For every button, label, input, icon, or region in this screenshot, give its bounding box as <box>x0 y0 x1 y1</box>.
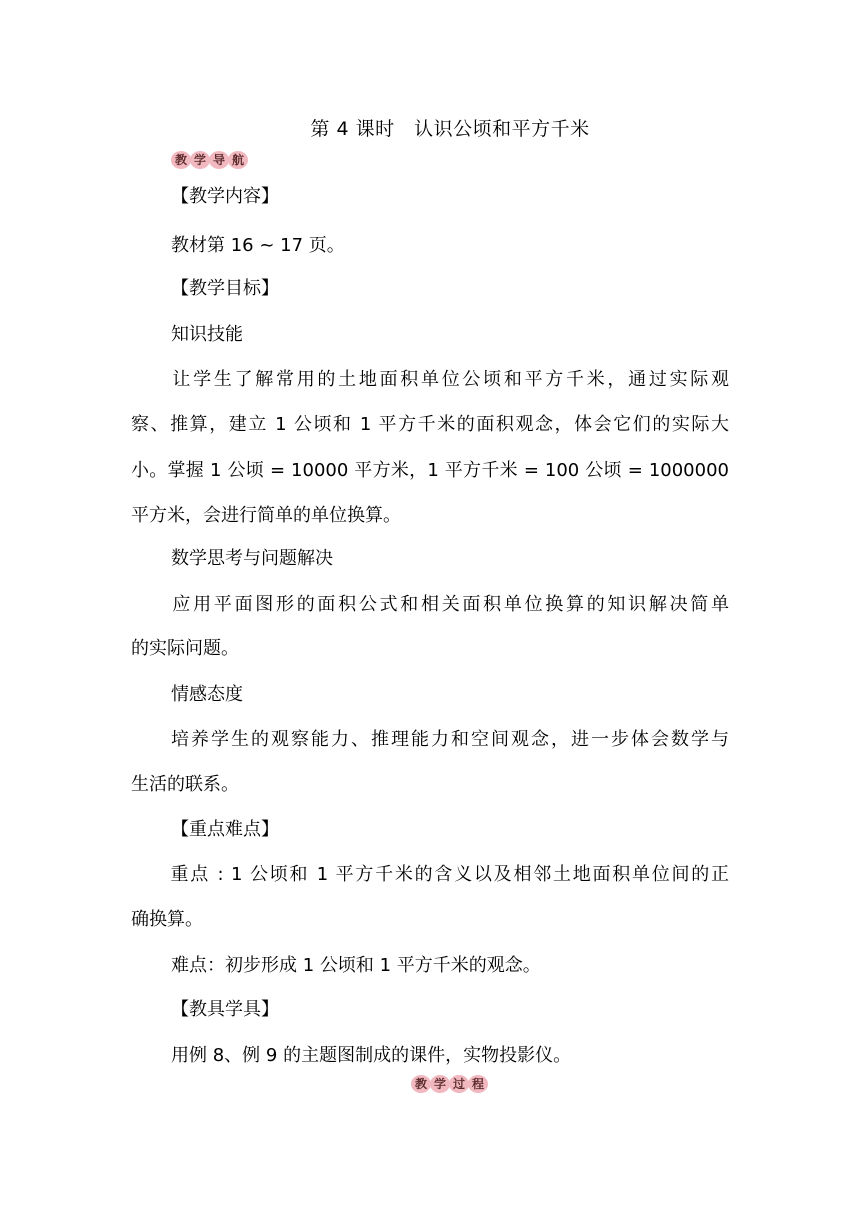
badge-char: 教 <box>171 151 191 169</box>
difficult-point-text: 难点：初步形成 1 公顷和 1 平方千米的观念。 <box>171 955 541 976</box>
paragraph-line: 让学生了解常用的土地面积单位公顷和平方千米，通过实际观 <box>131 369 729 390</box>
paragraph-line: 察、推算，建立 1 公顷和 1 平方千米的面积观念，体会它们的实际大 <box>131 414 729 435</box>
badge-char: 航 <box>228 151 248 169</box>
heading-key-difficult-points: 【重点难点】 <box>171 819 279 840</box>
heading-teaching-goals: 【教学目标】 <box>171 278 279 299</box>
badge-char: 教 <box>411 1075 431 1093</box>
paragraph-line: 生活的联系。 <box>131 774 239 795</box>
badge-char: 学 <box>190 151 210 169</box>
teaching-tools-text: 用例 8、例 9 的主题图制成的课件，实物投影仪。 <box>171 1045 572 1066</box>
badge-char: 学 <box>430 1075 450 1093</box>
paragraph-line: 小。掌握 1 公顷 = 10000 平方米，1 平方千米 = 100 公顷 = 1000000 <box>131 460 729 481</box>
paragraph-line: 重点 : 1 公顷和 1 平方千米的含义以及相邻土地面积单位间的正 <box>131 864 729 885</box>
paragraph-line: 的实际问题。 <box>131 638 239 659</box>
heading-teaching-tools: 【教具学具】 <box>171 999 279 1020</box>
paragraph-line: 应用平面图形的面积公式和相关面积单位换算的知识解决简单 <box>131 594 729 615</box>
page-title: 第 4 课时 认识公顷和平方千米 <box>310 118 590 140</box>
teaching-content-text: 教材第 16 ~ 17 页。 <box>171 235 345 256</box>
heading-teaching-content: 【教学内容】 <box>171 186 279 207</box>
subheading-knowledge-skills: 知识技能 <box>171 324 243 345</box>
paragraph-line: 培养学生的观察能力、推理能力和空间观念，进一步体会数学与 <box>131 729 729 750</box>
badge-char: 过 <box>449 1075 469 1093</box>
paragraph-line: 平方米，会进行简单的单位换算。 <box>131 505 401 526</box>
paragraph-line: 确换算。 <box>131 909 203 930</box>
section-badge-teaching-guide <box>171 151 247 169</box>
subheading-emotion-attitude: 情感态度 <box>171 684 243 705</box>
section-badge-teaching-process <box>411 1075 487 1093</box>
badge-char: 导 <box>209 151 229 169</box>
badge-char: 程 <box>468 1075 488 1093</box>
subheading-math-thinking: 数学思考与问题解决 <box>171 548 333 569</box>
